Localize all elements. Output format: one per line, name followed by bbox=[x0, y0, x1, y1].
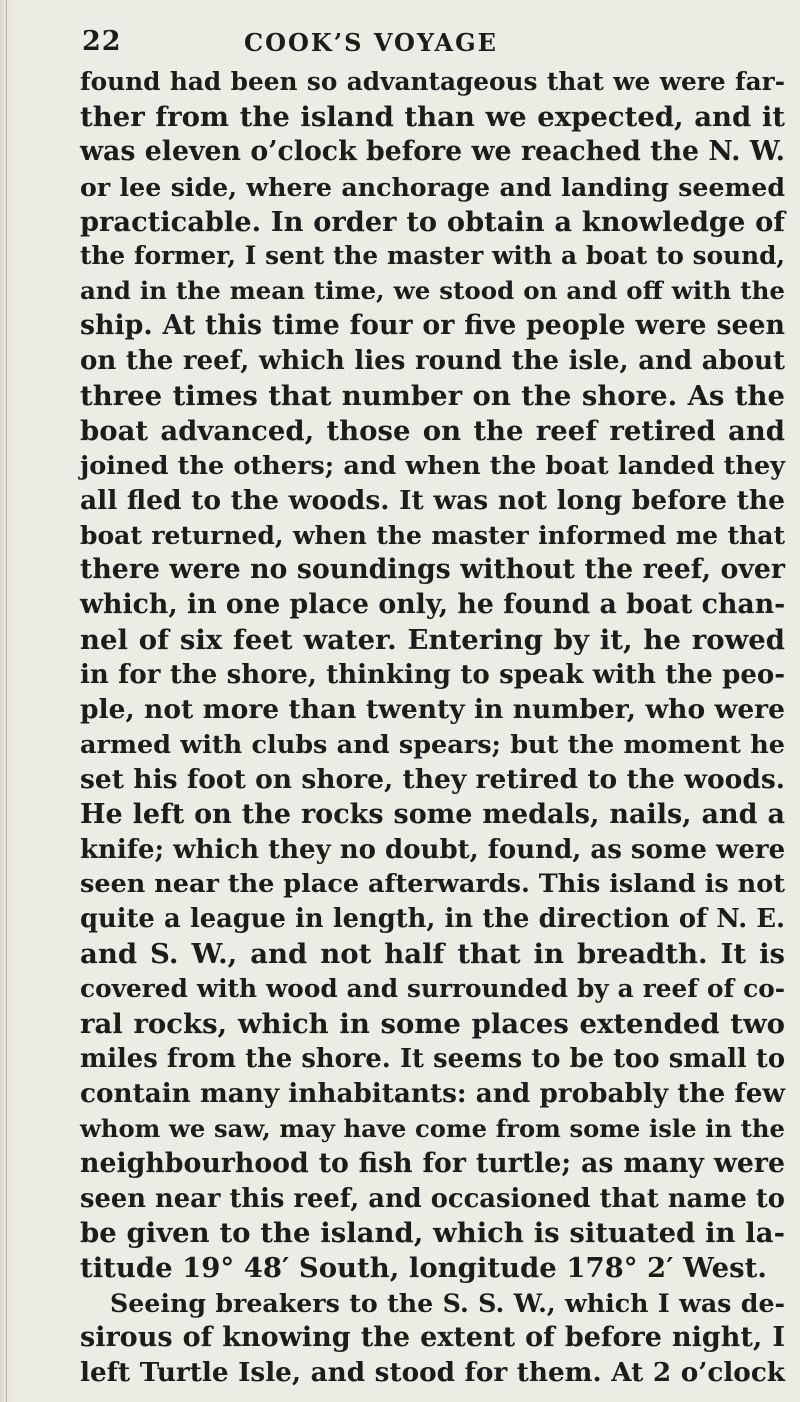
text-line: covered with wood and surrounded by a reef of co- bbox=[80, 974, 785, 1004]
text-line: nel of six feet water. Entering by it, he rowed bbox=[80, 624, 785, 657]
text-line: ple, not more than twenty in number, who were bbox=[80, 694, 785, 726]
page-number: 22 bbox=[82, 26, 122, 57]
text-line: boat advanced, those on the reef retired and bbox=[80, 414, 785, 447]
text-line: practicable. In order to obtain a knowledge of bbox=[80, 205, 785, 238]
text-line: whom we saw, may have come from some isle in the bbox=[80, 1113, 785, 1143]
text-line: sirous of knowing the extent of before night, I bbox=[80, 1322, 785, 1354]
text-line: knife; which they no doubt, found, as some were bbox=[80, 834, 786, 865]
text-line: left Turtle Isle, and stood for them. At 2 o’clock bbox=[80, 1356, 785, 1388]
text-line: ship. At this time four or five people were seen bbox=[80, 310, 785, 342]
text-line: joined the others; and when the boat landed they bbox=[80, 450, 785, 481]
text-line: Seeing breakers to the S. S. W., which I was de- bbox=[110, 1288, 785, 1319]
text-line: contain many inhabitants: and probably the few bbox=[80, 1077, 785, 1109]
text-line: there were no soundings without the reef, over bbox=[80, 554, 785, 586]
text-line: miles from the shore. It seems to be too small to bbox=[80, 1043, 785, 1074]
page-edge-line bbox=[6, 0, 7, 1402]
text-line: on the reef, which lies round the isle, and about bbox=[80, 346, 785, 377]
text-line: ral rocks, which in some places extended two bbox=[80, 1008, 785, 1041]
page-header bbox=[82, 22, 782, 62]
text-line: seen near this reef, and occasioned that name to bbox=[80, 1183, 785, 1214]
text-line: all fled to the woods. It was not long before the bbox=[80, 484, 785, 516]
text-line: ther from the island than we expected, and it bbox=[80, 100, 785, 133]
text-line: and S. W., and not half that in breadth. It is bbox=[80, 938, 785, 971]
running-head: COOK’S VOYAGE bbox=[244, 28, 498, 57]
text-line: titude 19° 48′ South, longitude 178° 2′ West. bbox=[80, 1252, 767, 1285]
text-line: quite a league in length, in the direction of N. E. bbox=[80, 904, 785, 935]
text-line: or lee side, where anchorage and landing seemed bbox=[80, 171, 785, 202]
text-line: found had been so advantageous that we were far- bbox=[80, 67, 785, 96]
text-line: armed with clubs and spears; but the moment he bbox=[80, 729, 785, 760]
text-line: He left on the rocks some medals, nails, and a bbox=[80, 798, 785, 830]
text-line: in for the shore, thinking to speak with the peo- bbox=[80, 660, 785, 691]
body-text bbox=[80, 65, 785, 1391]
text-line: set his foot on shore, they retired to the woods. bbox=[80, 763, 785, 795]
page-edge bbox=[0, 0, 18, 1402]
text-line: three times that number on the shore. As the bbox=[80, 380, 785, 413]
text-line: the former, I sent the master with a boat to sound, bbox=[80, 241, 785, 271]
text-line: boat returned, when the master informed me that bbox=[80, 520, 785, 550]
text-line: be given to the island, which is situated in la- bbox=[80, 1217, 785, 1250]
text-line: which, in one place only, he found a boat chan- bbox=[80, 589, 786, 621]
text-line: neighbourhood to fish for turtle; as many were bbox=[80, 1147, 785, 1179]
text-line: and in the mean time, we stood on and off with the bbox=[80, 276, 785, 306]
text-line: was eleven o’clock before we reached the N. W. bbox=[80, 135, 785, 167]
text-line: seen near the place afterwards. This island is not bbox=[80, 869, 785, 900]
